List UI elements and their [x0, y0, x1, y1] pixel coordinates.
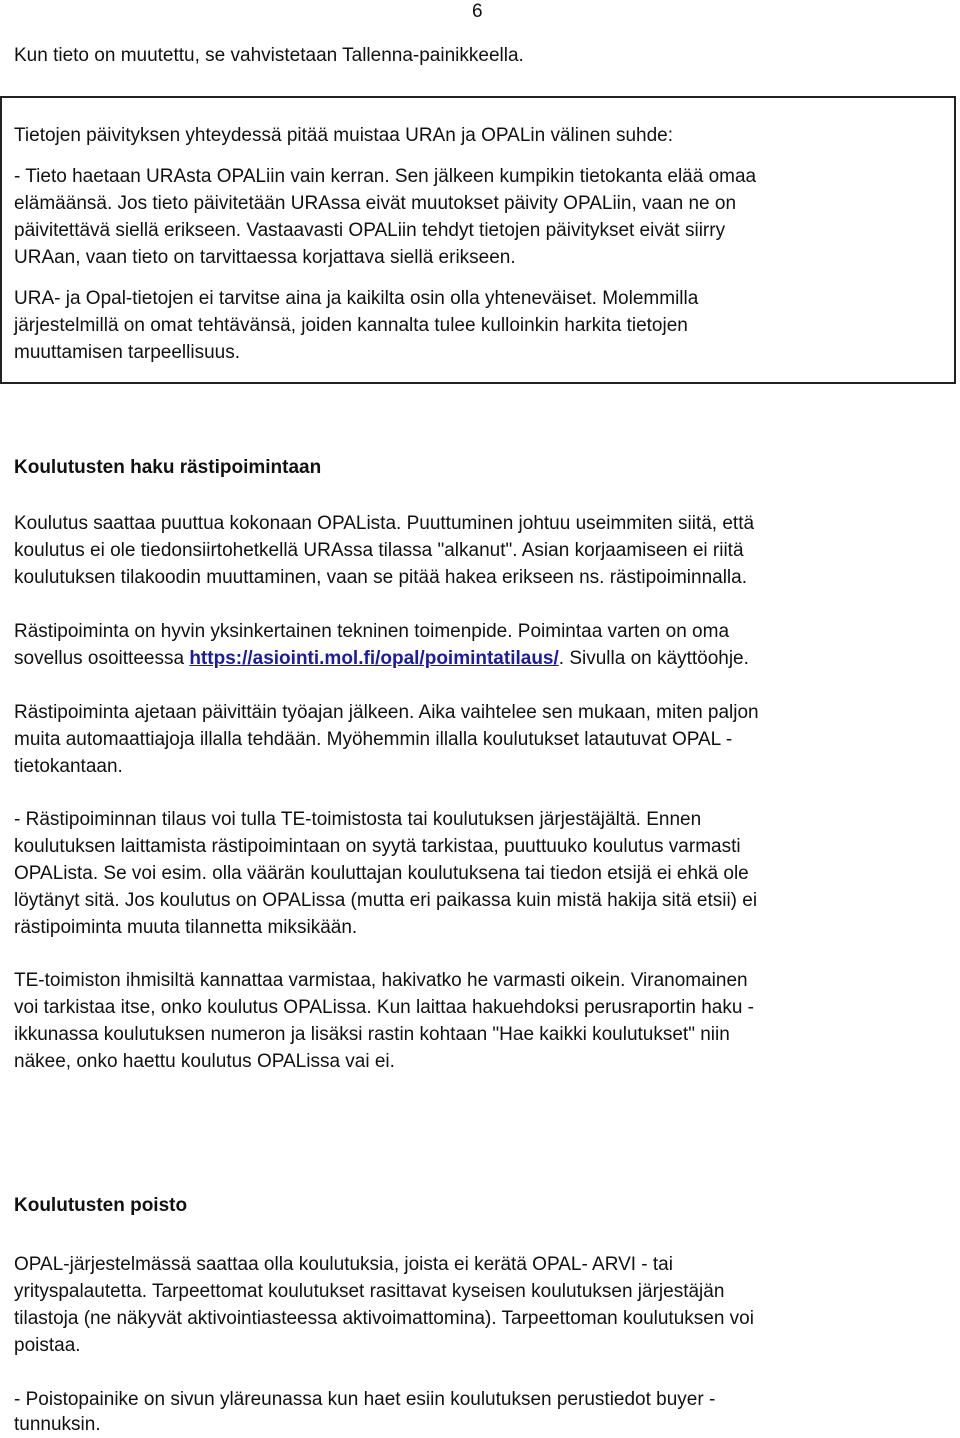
paragraph-line: TE-toimiston ihmisiltä kannattaa varmistaa, hakivatko he varmasti oikein. Viranomainen [14, 970, 748, 991]
notice-line: URA- ja Opal-tietojen ei tarvitse aina ja kaikilta osin olla yhteneväiset. Molemmilla [14, 288, 699, 309]
paragraph-line: näkee, onko haettu koulutus OPALissa vai ei. [14, 1051, 395, 1072]
paragraph-line: tietokantaan. [14, 756, 123, 777]
paragraph-line: - Poistopainike on sivun yläreunassa kun haet esiin koulutuksen perustiedot buyer - [14, 1389, 716, 1410]
link-prefix-text: sovellus osoitteessa [14, 648, 190, 669]
paragraph-line: ikkunassa koulutuksen numeron ja lisäksi rastin kohtaan "Hae kaikki koulutukset" niin [14, 1024, 730, 1045]
notice-line: Tietojen päivityksen yhteydessä pitää muistaa URAn ja OPALin välinen suhde: [14, 125, 674, 146]
paragraph-line: tilastoja (ne näkyvät aktivointiasteessa aktivoimattomina). Tarpeettoman koulutuksen voi [14, 1308, 754, 1329]
paragraph-line: - Rästipoiminnan tilaus voi tulla TE-toimistosta tai koulutuksen järjestäjältä. Ennen [14, 809, 702, 830]
paragraph-line: tunnuksin. [14, 1414, 101, 1435]
notice-line: URAan, vaan tieto on tarvittaessa korjattava siellä erikseen. [14, 247, 516, 268]
paragraph-line: koulutuksen laittamista rästipoimintaan on syytä tarkistaa, puuttuuko koulutus varmasti [14, 836, 741, 857]
poimintatilaus-link[interactable]: https://asiointi.mol.fi/opal/poimintatilaus/ [189, 648, 559, 669]
paragraph-line: Koulutus saattaa puuttua kokonaan OPALista. Puuttuminen johtuu useimmiten siitä, että [14, 513, 755, 534]
paragraph-line: muita automaattiajoja illalla tehdään. Myöhemmin illalla koulutukset latautuvat OPAL - [14, 729, 733, 750]
paragraph-line: koulutuksen tilakoodin muuttaminen, vaan se pitää hakea erikseen ns. rästipoiminnalla. [14, 567, 747, 588]
paragraph-line: poistaa. [14, 1335, 81, 1356]
link-suffix-text: . Sivulla on käyttöohje. [558, 648, 749, 669]
paragraph-line: yrityspalautetta. Tarpeettomat koulutukset rasittavat kyseisen koulutuksen järjestäjän [14, 1281, 725, 1302]
paragraph-line: löytänyt sitä. Jos koulutus on OPALissa (mutta eri paikassa kuin mistä hakija sitä etsii) ei [14, 890, 758, 911]
section-heading-haku: Koulutusten haku rästipoimintaan [14, 457, 322, 478]
paragraph-line: OPAL-järjestelmässä saattaa olla koulutuksia, joista ei kerätä OPAL- ARVI - tai [14, 1254, 673, 1275]
paragraph-line: rästipoiminta muuta tilannetta miksikään. [14, 917, 358, 938]
paragraph-line: Rästipoiminta on hyvin yksinkertainen tekninen toimenpide. Poimintaa varten on oma [14, 621, 730, 642]
section-heading-poisto: Koulutusten poisto [14, 1195, 188, 1216]
paragraph-line-with-link [14, 645, 749, 672]
paragraph-line: OPALista. Se voi esim. olla väärän kouluttajan koulutuksena tai tiedon etsijä ei ehkä ole [14, 863, 749, 884]
notice-line: järjestelmillä on omat tehtävänsä, joiden kannalta tulee kulloinkin harkita tietojen [14, 315, 688, 336]
notice-box [0, 96, 956, 384]
notice-line: muuttamisen tarpeellisuus. [14, 342, 240, 363]
paragraph-line: voi tarkistaa itse, onko koulutus OPALissa. Kun laittaa hakuehdoksi perusraportin haku - [14, 997, 754, 1018]
notice-line: päivitettävä siellä erikseen. Vastaavasti OPALiin tehdyt tietojen päivitykset eivät siirry [14, 220, 726, 241]
paragraph-line: koulutus ei ole tiedonsiirtohetkellä URAssa tilassa "alkanut". Asian korjaamiseen ei riitä [14, 540, 744, 561]
notice-line: elämäänsä. Jos tieto päivitetään URAssa eivät muutokset päivity OPALiin, vaan ne on [14, 193, 737, 214]
intro-line: Kun tieto on muutettu, se vahvistetaan Tallenna-painikkeella. [14, 45, 524, 66]
page-number: 6 [472, 1, 483, 22]
notice-line: - Tieto haetaan URAsta OPALiin vain kerran. Sen jälkeen kumpikin tietokanta elää omaa [14, 166, 757, 187]
paragraph-line: Rästipoiminta ajetaan päivittäin työajan jälkeen. Aika vaihtelee sen mukaan, miten paljon [14, 702, 759, 723]
